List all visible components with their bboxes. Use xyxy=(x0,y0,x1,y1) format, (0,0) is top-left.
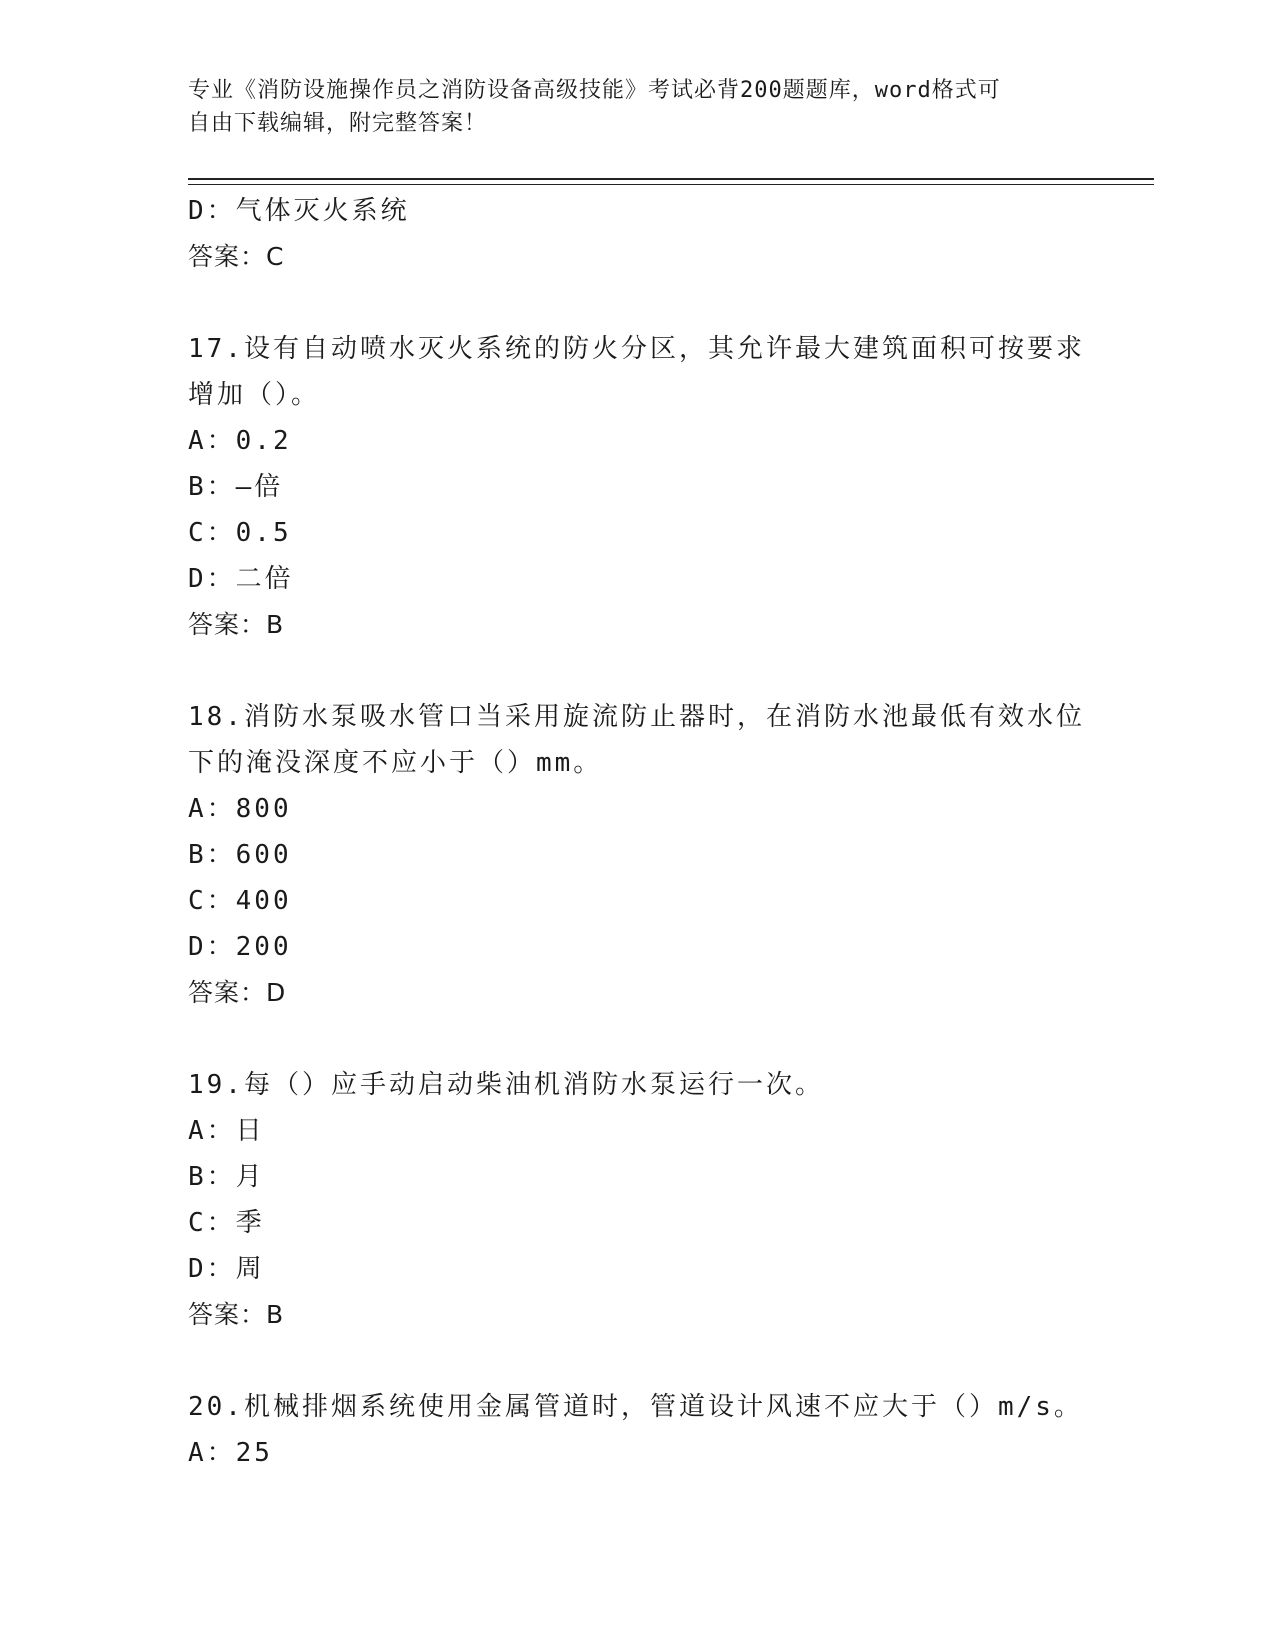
question-18 xyxy=(188,694,1088,1016)
question-19 xyxy=(188,1062,1088,1338)
answer: 答案：B xyxy=(188,610,285,639)
option-a: A：日 xyxy=(188,1116,265,1146)
prev-option-d: D：气体灭火系统 xyxy=(188,196,410,226)
answer: 答案：D xyxy=(188,978,287,1007)
option-d: D：二倍 xyxy=(188,564,294,594)
option-b: B：—倍 xyxy=(188,472,284,502)
question-text-line-2: 下的淹没深度不应小于（）mm。 xyxy=(188,748,603,778)
question-20 xyxy=(188,1384,1088,1476)
option-a: A：0.2 xyxy=(188,426,292,456)
header-rule-thin xyxy=(188,184,1154,185)
option-b: B：600 xyxy=(188,840,292,870)
header-line-1: 专业《消防设施操作员之消防设备高级技能》考试必背200题题库，word格式可 xyxy=(188,78,1001,103)
question-17 xyxy=(188,326,1088,648)
document-header xyxy=(188,74,1068,140)
question-content xyxy=(188,188,1088,1476)
option-a: A：25 xyxy=(188,1438,273,1468)
header-rule-thick xyxy=(188,178,1154,180)
question-text-line-1: 17.设有自动喷水灭火系统的防火分区，其允许最大建筑面积可按要求 xyxy=(188,334,1085,364)
option-c: C：0.5 xyxy=(188,518,292,548)
question-text-line-1: 20.机械排烟系统使用金属管道时，管道设计风速不应大于（）m/s。 xyxy=(188,1392,1083,1422)
option-d: D：200 xyxy=(188,932,292,962)
option-a: A：800 xyxy=(188,794,292,824)
option-b: B：月 xyxy=(188,1162,265,1192)
option-c: C：400 xyxy=(188,886,292,916)
question-text-line-1: 18.消防水泵吸水管口当采用旋流防止器时，在消防水池最低有效水位 xyxy=(188,702,1085,732)
header-line-2: 自由下载编辑，附完整答案！ xyxy=(188,111,488,136)
option-d: D：周 xyxy=(188,1254,265,1284)
question-text-line-1: 19.每（）应手动启动柴油机消防水泵运行一次。 xyxy=(188,1070,824,1100)
option-c: C：季 xyxy=(188,1208,265,1238)
answer: 答案：B xyxy=(188,1300,285,1329)
question-text-line-2: 增加（）。 xyxy=(188,380,321,410)
prev-answer: 答案：C xyxy=(188,242,285,271)
